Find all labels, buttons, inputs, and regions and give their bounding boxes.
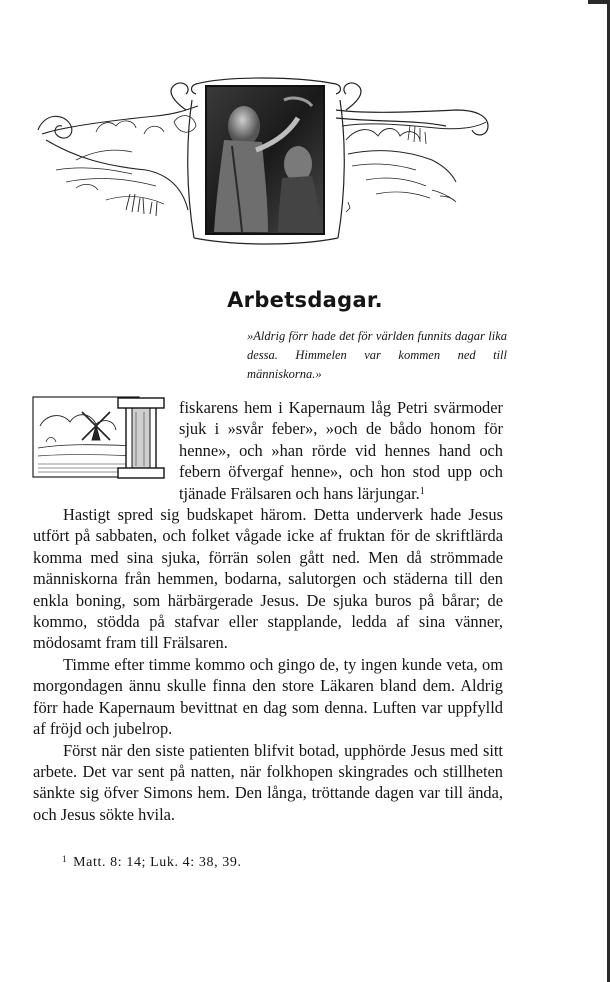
footnote-text: Matt. 8: 14; Luk. 4: 38, 39. xyxy=(73,855,242,870)
paragraph-2: Hastigt spred sig budskapet härom. Detta underverk hade Jesus utfört på sabbaten, och folket vågade icke af fruktan för de skriftlärda komma med sina sjuka, förrän solen gått ned. Men då strömmade människorna från hemmen, bodarna, salutorgen och städerna till den enkla boning, som härbärgerade Jesus. De sjuka buros på bårar; de kommo, stödda på stafvar eller stapplande, ledda af sina vänner, mödosamt fram till Frälsaren. xyxy=(33,505,503,653)
landscape-vignette-left xyxy=(38,106,198,216)
footnote-mark: 1 xyxy=(419,485,425,497)
initial-spacer xyxy=(33,397,179,483)
page-corner-shadow xyxy=(588,0,610,4)
paragraph-3: Timme efter timme kommo och gingo de, ty ingen kunde veta, om morgondagen ännu skulle finna den store Läkaren bland dem. Aldrig förr hade Kapernaum bevittnat en dag som denna. Luften var uppfylld af fröjd och jubelrop. xyxy=(33,654,503,739)
paragraph-4: Först när den siste patienten blifvit botad, upphörde Jesus med sitt arbete. Det var sent på natten, när folkhopen skingrades och stillheten sänkte sig öfver Simons hem. Den långa, tröttande dagen var till ända, och Jesus sökte hvila. xyxy=(33,740,503,824)
body-text xyxy=(33,397,503,825)
epigraph-quote: »Aldrig förr hade det för världen funnits dagar lika dessa. Himmelen var kommen ned till människorna.» xyxy=(247,329,507,381)
footnote-number: 1 xyxy=(62,854,68,864)
chapter-title: Arbetsdagar. xyxy=(227,288,383,312)
footnote xyxy=(62,855,242,871)
jesus-healing-portrait xyxy=(206,86,324,234)
paragraph-1: fiskarens hem i Kapernaum låg Petri svärmoder sjuk i »svår feber», »och de bådo honom för henne», och »han rörde vid hennes hand och febern öfvergaf henne», och hon stod upp och tjänade Frälsaren och hans lärjungar.$^1$ xyxy=(179,398,503,503)
landscape-vignette-right xyxy=(342,122,486,212)
header-banner-illustration xyxy=(36,70,496,248)
